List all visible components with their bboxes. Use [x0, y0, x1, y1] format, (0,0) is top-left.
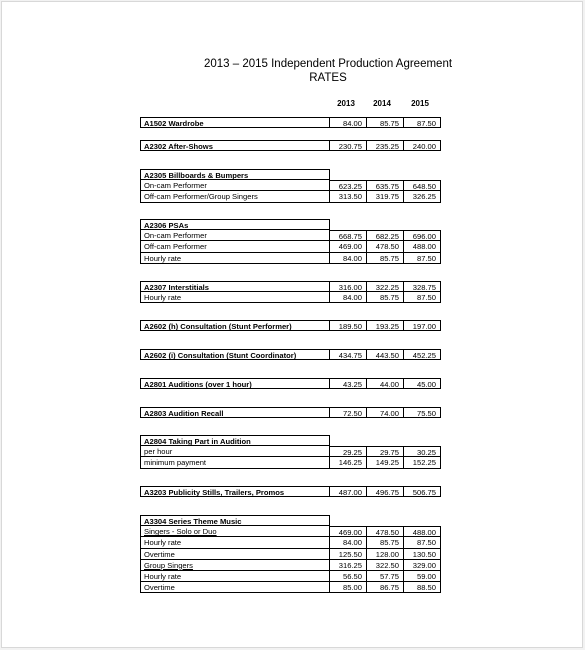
- rate-value-2013: 72.50: [330, 407, 367, 418]
- row-label: Off-cam Performer/Group Singers: [140, 191, 330, 202]
- rate-value-2013: 56.50: [330, 571, 367, 582]
- year-header-2014: 2014: [373, 99, 391, 108]
- rate-value-2013: 146.25: [330, 457, 367, 468]
- document-page: [1, 1, 583, 648]
- section-heading: A2801 Auditions (over 1 hour): [140, 378, 330, 389]
- rate-value-2015: 152.25: [404, 457, 441, 468]
- rate-value-2013: 434.75: [330, 349, 367, 360]
- section-heading: A3304 Series Theme Music: [140, 515, 330, 526]
- rate-value-2013: 84.00: [330, 253, 367, 264]
- row-label: Hourly rate: [140, 253, 330, 264]
- row-label: Hourly rate: [140, 537, 330, 548]
- rate-value-2013: 84.00: [330, 537, 367, 548]
- rate-value-2014: 85.75: [367, 253, 404, 264]
- rate-value-2013: 84.00: [330, 292, 367, 303]
- rate-value-2013: 125.50: [330, 549, 367, 560]
- row-label: On-cam Performer: [140, 230, 330, 241]
- rate-value-2015: 488.00: [404, 241, 441, 252]
- row-label: minimum payment: [140, 457, 330, 468]
- rate-value-2015: 328.75: [404, 281, 441, 292]
- rate-value-2013: 189.50: [330, 320, 367, 331]
- rate-value-2014: 322.50: [367, 560, 404, 571]
- row-label: On-cam Performer: [140, 180, 330, 191]
- rate-value-2013: 29.25: [330, 446, 367, 457]
- section-heading: A3203 Publicity Stills, Trailers, Promos: [140, 486, 330, 497]
- rate-value-2014: 86.75: [367, 582, 404, 593]
- section-heading: A2305 Billboards & Bumpers: [140, 169, 330, 180]
- rate-value-2014: 149.25: [367, 457, 404, 468]
- rate-value-2013: 487.00: [330, 486, 367, 497]
- rate-value-2014: 319.75: [367, 191, 404, 202]
- rate-value-2014: 635.75: [367, 180, 404, 191]
- rate-value-2013: 230.75: [330, 140, 367, 151]
- row-label: Hourly rate: [140, 571, 330, 582]
- year-header-2013: 2013: [337, 99, 355, 108]
- rate-value-2015: 87.50: [404, 253, 441, 264]
- rate-value-2014: 682.25: [367, 230, 404, 241]
- rate-value-2015: 240.00: [404, 140, 441, 151]
- section-heading: A2307 Interstitials: [140, 281, 330, 292]
- rate-value-2014: 443.50: [367, 349, 404, 360]
- section-heading: A2302 After-Shows: [140, 140, 330, 151]
- rate-value-2015: 506.75: [404, 486, 441, 497]
- section-heading: A2602 (i) Consultation (Stunt Coordinator): [140, 349, 330, 360]
- row-label: per hour: [140, 446, 330, 457]
- rate-value-2014: 478.50: [367, 241, 404, 252]
- rate-value-2013: 313.50: [330, 191, 367, 202]
- rate-value-2015: 326.25: [404, 191, 441, 202]
- rate-value-2014: 128.00: [367, 549, 404, 560]
- rate-value-2014: 44.00: [367, 378, 404, 389]
- rate-value-2013: 85.00: [330, 582, 367, 593]
- rate-value-2014: 322.25: [367, 281, 404, 292]
- rate-value-2013: 316.00: [330, 281, 367, 292]
- rate-value-2015: 696.00: [404, 230, 441, 241]
- rate-value-2013: 316.25: [330, 560, 367, 571]
- rate-value-2015: 87.50: [404, 117, 441, 128]
- rate-value-2015: 30.25: [404, 446, 441, 457]
- rate-value-2014: 496.75: [367, 486, 404, 497]
- rate-value-2013: 469.00: [330, 526, 367, 537]
- rate-value-2014: 478.50: [367, 526, 404, 537]
- rate-value-2015: 452.25: [404, 349, 441, 360]
- rate-value-2014: 235.25: [367, 140, 404, 151]
- section-heading: A2306 PSAs: [140, 219, 330, 230]
- rate-value-2013: 469.00: [330, 241, 367, 252]
- row-label: Singers - Solo or Duo: [140, 526, 330, 537]
- section-heading: A2803 Audition Recall: [140, 407, 330, 418]
- row-label: Group Singers: [140, 560, 330, 571]
- rate-value-2014: 85.75: [367, 292, 404, 303]
- rate-value-2015: 59.00: [404, 571, 441, 582]
- rate-value-2013: 623.25: [330, 180, 367, 191]
- rate-value-2015: 488.00: [404, 526, 441, 537]
- rate-value-2015: 648.50: [404, 180, 441, 191]
- rate-value-2013: 43.25: [330, 378, 367, 389]
- rate-value-2015: 45.00: [404, 378, 441, 389]
- rate-value-2015: 87.50: [404, 292, 441, 303]
- rate-value-2015: 329.00: [404, 560, 441, 571]
- rate-value-2013: 668.75: [330, 230, 367, 241]
- rate-value-2015: 197.00: [404, 320, 441, 331]
- row-label: Hourly rate: [140, 292, 330, 303]
- rate-value-2014: 193.25: [367, 320, 404, 331]
- row-label: Overtime: [140, 582, 330, 593]
- section-heading: A2602 (h) Consultation (Stunt Performer): [140, 320, 330, 331]
- rate-value-2014: 57.75: [367, 571, 404, 582]
- section-heading: A1502 Wardrobe: [140, 117, 330, 128]
- rate-value-2015: 87.50: [404, 537, 441, 548]
- row-label: Off-cam Performer: [140, 241, 330, 252]
- rate-value-2014: 85.75: [367, 117, 404, 128]
- rate-value-2015: 88.50: [404, 582, 441, 593]
- rate-value-2014: 85.75: [367, 537, 404, 548]
- row-label: Overtime: [140, 549, 330, 560]
- rate-value-2014: 29.75: [367, 446, 404, 457]
- year-header-2015: 2015: [411, 99, 429, 108]
- document-subtitle: RATES: [309, 72, 347, 84]
- section-heading: A2804 Taking Part in Audition: [140, 435, 330, 446]
- rate-value-2015: 75.50: [404, 407, 441, 418]
- rate-value-2014: 74.00: [367, 407, 404, 418]
- rate-value-2013: 84.00: [330, 117, 367, 128]
- document-title: 2013 – 2015 Independent Production Agreement: [203, 58, 453, 70]
- rate-value-2015: 130.50: [404, 549, 441, 560]
